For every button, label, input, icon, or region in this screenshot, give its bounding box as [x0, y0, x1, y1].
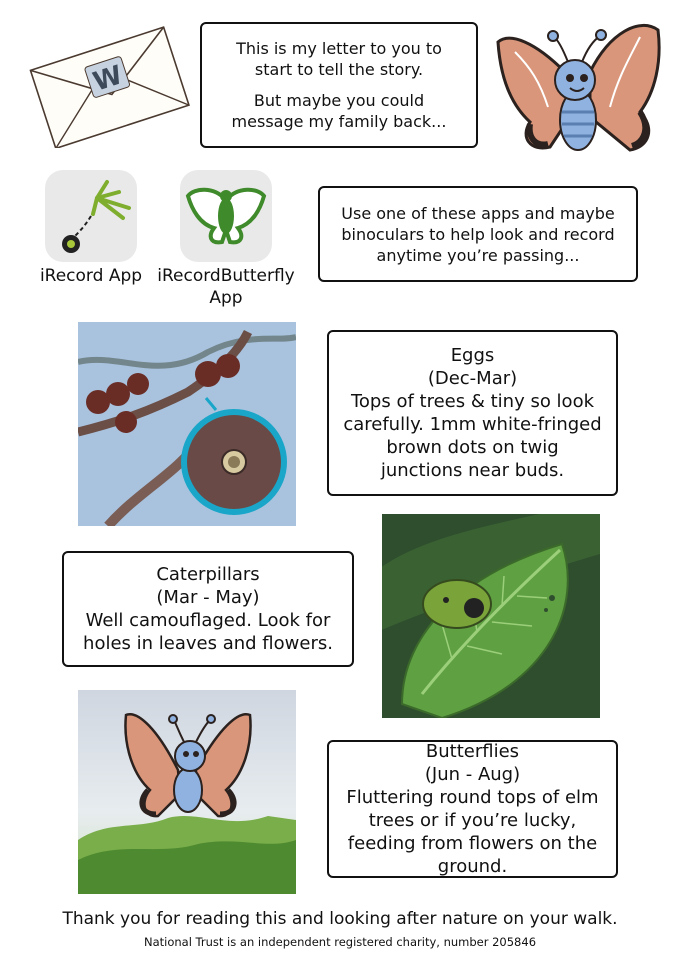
- intro-message-box: [200, 22, 478, 148]
- apps-instruction-text: Use one of these apps and maybe binoculars to help look and record anytime you’re passing...: [341, 203, 615, 265]
- irecord-app-label: iRecord App: [39, 266, 143, 286]
- apps-instruction-box: [318, 186, 638, 282]
- intro-line-2: But maybe you could message my family back...: [231, 91, 447, 131]
- caterpillars-title: Caterpillars: [156, 564, 260, 585]
- intro-line-1: This is my letter to you to start to tell the story.: [236, 39, 442, 79]
- butterflies-info-box: [327, 740, 618, 878]
- butterflies-title: Butterflies: [425, 741, 520, 762]
- adult-butterfly-illustration: [78, 690, 296, 894]
- irecord-butterfly-app-label: iRecordButterfly App: [157, 266, 295, 308]
- eggs-info-box: [327, 330, 618, 496]
- eggs-text: Tops of trees & tiny so look carefully. 1mm white-fringed brown dots on twig junctions near buds.: [343, 391, 602, 481]
- caterpillars-months: (Mar - May): [156, 587, 260, 608]
- eggs-months: (Dec-Mar): [427, 368, 518, 389]
- envelope-illustration: [20, 18, 190, 148]
- caterpillars-info-box: [62, 551, 354, 667]
- envelope-stamp-letter: W: [89, 60, 127, 98]
- caterpillars-text: Well camouflaged. Look for holes in leaves and flowers.: [83, 610, 333, 654]
- irecord-butterfly-app-icon[interactable]: [180, 170, 272, 262]
- butterfly-character-illustration: [490, 12, 670, 162]
- footer-charity-notice: National Trust is an independent registered charity, number 205846: [143, 935, 537, 949]
- irecord-app-icon[interactable]: [45, 170, 137, 262]
- butterflies-text: Fluttering round tops of elm trees or if you’re lucky, feeding from flowers on the ground.: [346, 787, 599, 877]
- butterflies-months: (Jun - Aug): [424, 764, 521, 785]
- eggs-illustration: [78, 322, 296, 526]
- caterpillar-illustration: [382, 514, 600, 718]
- footer-thanks: Thank you for reading this and looking after nature on your walk.: [62, 909, 618, 929]
- eggs-title: Eggs: [450, 345, 495, 366]
